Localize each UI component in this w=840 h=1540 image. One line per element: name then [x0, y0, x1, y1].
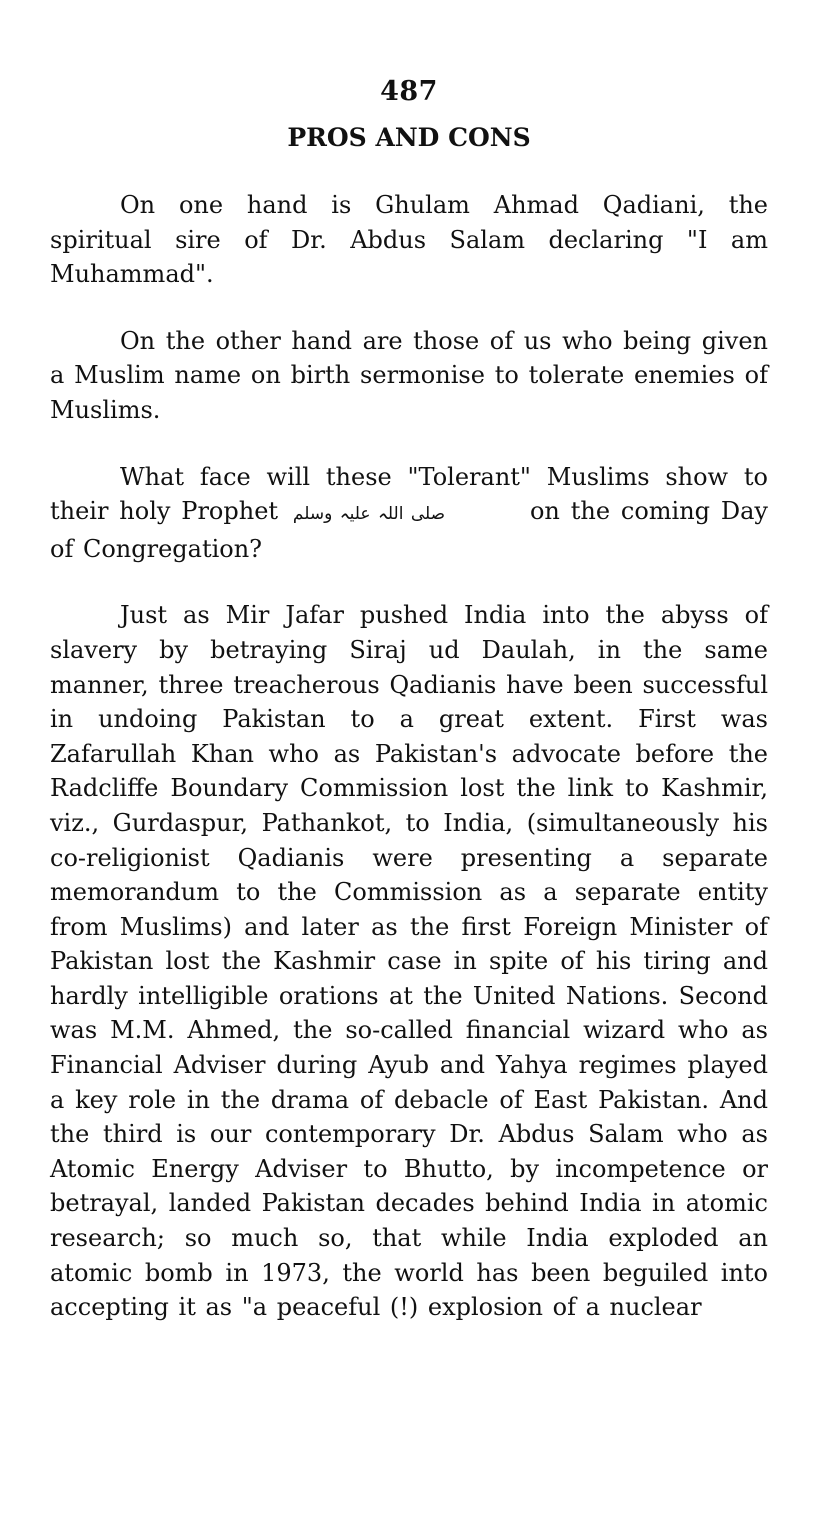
paragraph-4: Just as Mir Jafar pushed India into the abyss of slavery by betraying Siraj ud Daulah, in the same manner, three treacherous Qadianis have been successful in undoing Pakistan to a great extent. First was Zafarullah Khan who as Pakistan's advocate before the Radcliffe Boundary Commission lost the link to Kashmir, viz., Gurdaspur, Pathankot, to India, (simultaneously his co-religionist Qadianis were presenting a separate memorandum to the Commission as a separate entity from Muslims) and later as the first Foreign Minister of Pakistan lost the Kashmir case in spite of his tiring and hardly intelligible orations at the United Nations. Second was M.M. Ahmed, the so-called financial wizard who as Financial Adviser during Ayub and Yahya regimes played a key role in the drama of debacle of East Pakistan. And the third is our contemporary Dr. Abdus Salam who as Atomic Energy Adviser to Bhutto, by incompetence or betrayal, landed Pakistan decades behind India in atomic research; so much so, that while India exploded an atomic bomb in 1973, the world has been beguiled into accepting it as "a peaceful (!) explosion of a nuclear — [50, 601, 768, 1322]
paragraph-1: On one hand is Ghulam Ahmad Qadiani, the spiritual sire of Dr. Abdus Salam declaring "I am Muhammad". — [50, 191, 768, 289]
arabic-honorific: صلی اللہ علیہ وسلم — [292, 504, 446, 525]
paragraph-3-text-after: on the coming Day of Congregation? — [50, 497, 768, 563]
page-title: PROS AND CONS — [287, 123, 531, 152]
paragraph-3-text-before: What face will these "Tolerant" Muslims show to their holy Prophet — [50, 462, 768, 526]
paragraph-2: On the other hand are those of us who being given a Muslim name on birth sermonise to tolerate enemies of Muslims. — [50, 326, 768, 424]
page-number: 487 — [380, 76, 438, 107]
book-page — [50, 70, 768, 1357]
body-text — [50, 188, 768, 1325]
paragraph-3 — [50, 460, 768, 567]
